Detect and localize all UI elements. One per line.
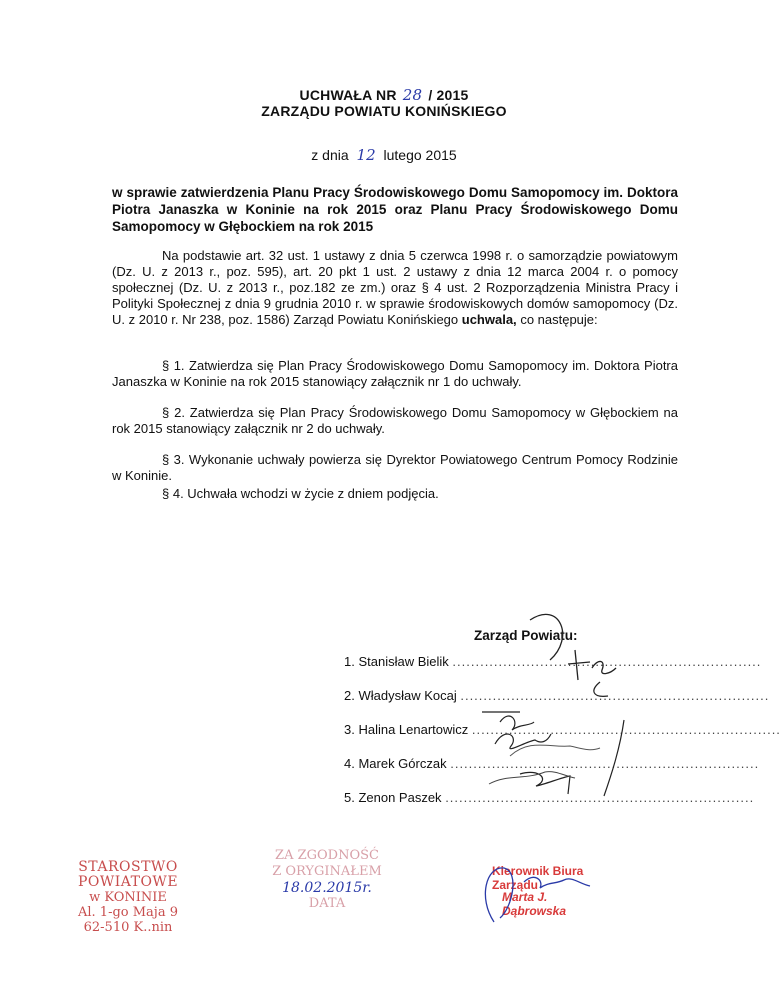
preamble-paragraph xyxy=(112,248,678,328)
resolution-title-prefix: UCHWAŁA NR xyxy=(299,87,397,103)
certified-line-2: Z ORYGINAŁEM xyxy=(272,864,382,879)
resolution-year: / 2015 xyxy=(428,87,469,103)
member-name: 5. Zenon Paszek xyxy=(344,790,442,805)
lenartowicz-signature-graphic xyxy=(485,722,585,812)
signature-line: ................................................................... xyxy=(460,688,770,703)
resolution-date xyxy=(0,146,768,164)
certified-copy-stamp xyxy=(262,848,392,912)
office-head-name: Marta J. Dąbrowska xyxy=(502,890,567,918)
section-4: § 4. Uchwała wchodzi w życie z dniem podjęcia. xyxy=(162,486,439,501)
stamp-line-2: w KONINIE xyxy=(89,890,167,905)
certified-date: 18.02.2015r. xyxy=(282,880,372,896)
date-suffix: lutego 2015 xyxy=(383,147,457,163)
office-head-title: Kierownik Biura Zarządu xyxy=(492,864,584,892)
signature-line: ................................................................... xyxy=(450,756,760,771)
stamp-line-1: STAROSTWO POWIATOWE xyxy=(77,859,179,890)
stamp-line-3: Al. 1-go Maja 9 xyxy=(77,905,178,920)
board-title: Zarząd Powiatu: xyxy=(474,628,578,643)
signature-line: ................................................................... xyxy=(452,654,762,669)
date-prefix: z dnia xyxy=(311,147,349,163)
date-day: 12 xyxy=(356,146,376,164)
preamble-tail: co następuje: xyxy=(520,312,598,327)
member-name: 4. Marek Górczak xyxy=(344,756,447,771)
certified-line-3: DATA xyxy=(308,896,346,911)
resolution-number: 28 xyxy=(402,86,423,104)
issuing-body: ZARZĄDU POWIATU KONIŃSKIEGO xyxy=(261,103,507,119)
preamble-bold: uchwala, xyxy=(461,312,517,327)
signature-line: ................................................................... xyxy=(471,722,781,737)
member-name: 2. Władysław Kocaj xyxy=(344,688,457,703)
section-3: § 3. Wykonanie uchwały powierza się Dyrektor Powiatowego Centrum Pomocy Rodzinie w Koninie. xyxy=(112,452,678,483)
signature-line: ................................................................... xyxy=(445,790,755,805)
office-head-signature-graphic xyxy=(464,858,604,928)
member-name: 1. Stanisław Bielik xyxy=(344,654,449,669)
resolution-subject: w sprawie zatwierdzenia Planu Pracy Środowiskowego Domu Samopomocy im. Doktora Piotra Janaszka w Koninie na rok 2015 oraz Planu Pracy Środowiskowego Domu Samopomocy w Głębockiem na rok 2015 xyxy=(112,185,678,234)
section-2: § 2. Zatwierdza się Plan Pracy Środowiskowego Domu Samopomocy w Głębockiem na rok 2015 stanowiący załącznik nr 2 do uchwały. xyxy=(112,405,678,436)
stamp-line-4: 62-510 K..nin xyxy=(83,920,173,935)
resolution-title xyxy=(0,86,768,104)
certified-line-1: ZA ZGODNOŚĆ xyxy=(275,848,379,863)
preamble-text: Na podstawie art. 32 ust. 1 ustawy z dnia 5 czerwca 1998 r. o samorządzie powiatowym (Dz. U. z 2013 r., poz. 595), art. 20 pkt 1 ust. 2 ustawy z dnia 12 marca 2004 r. o pomocy społecznej (Dz. U. z 2013 r., poz.182 ze zm.) oraz § 4 ust. 2 Rozporządzenia Ministra Pracy i Polityki Społecznej z dnia 9 grudnia 2010 r. w sprawie środowiskowych domów samopomocy (Dz. U. z 2010 r. Nr 238, poz. 1586) Zarząd Powiatu Konińskiego xyxy=(112,248,678,327)
county-office-stamp xyxy=(28,860,228,935)
section-1: § 1. Zatwierdza się Plan Pracy Środowiskowego Domu Samopomocy im. Doktora Piotra Janaszka w Koninie na rok 2015 stanowiący załącznik nr 1 do uchwały. xyxy=(112,358,678,389)
member-name: 3. Halina Lenartowicz xyxy=(344,722,469,737)
